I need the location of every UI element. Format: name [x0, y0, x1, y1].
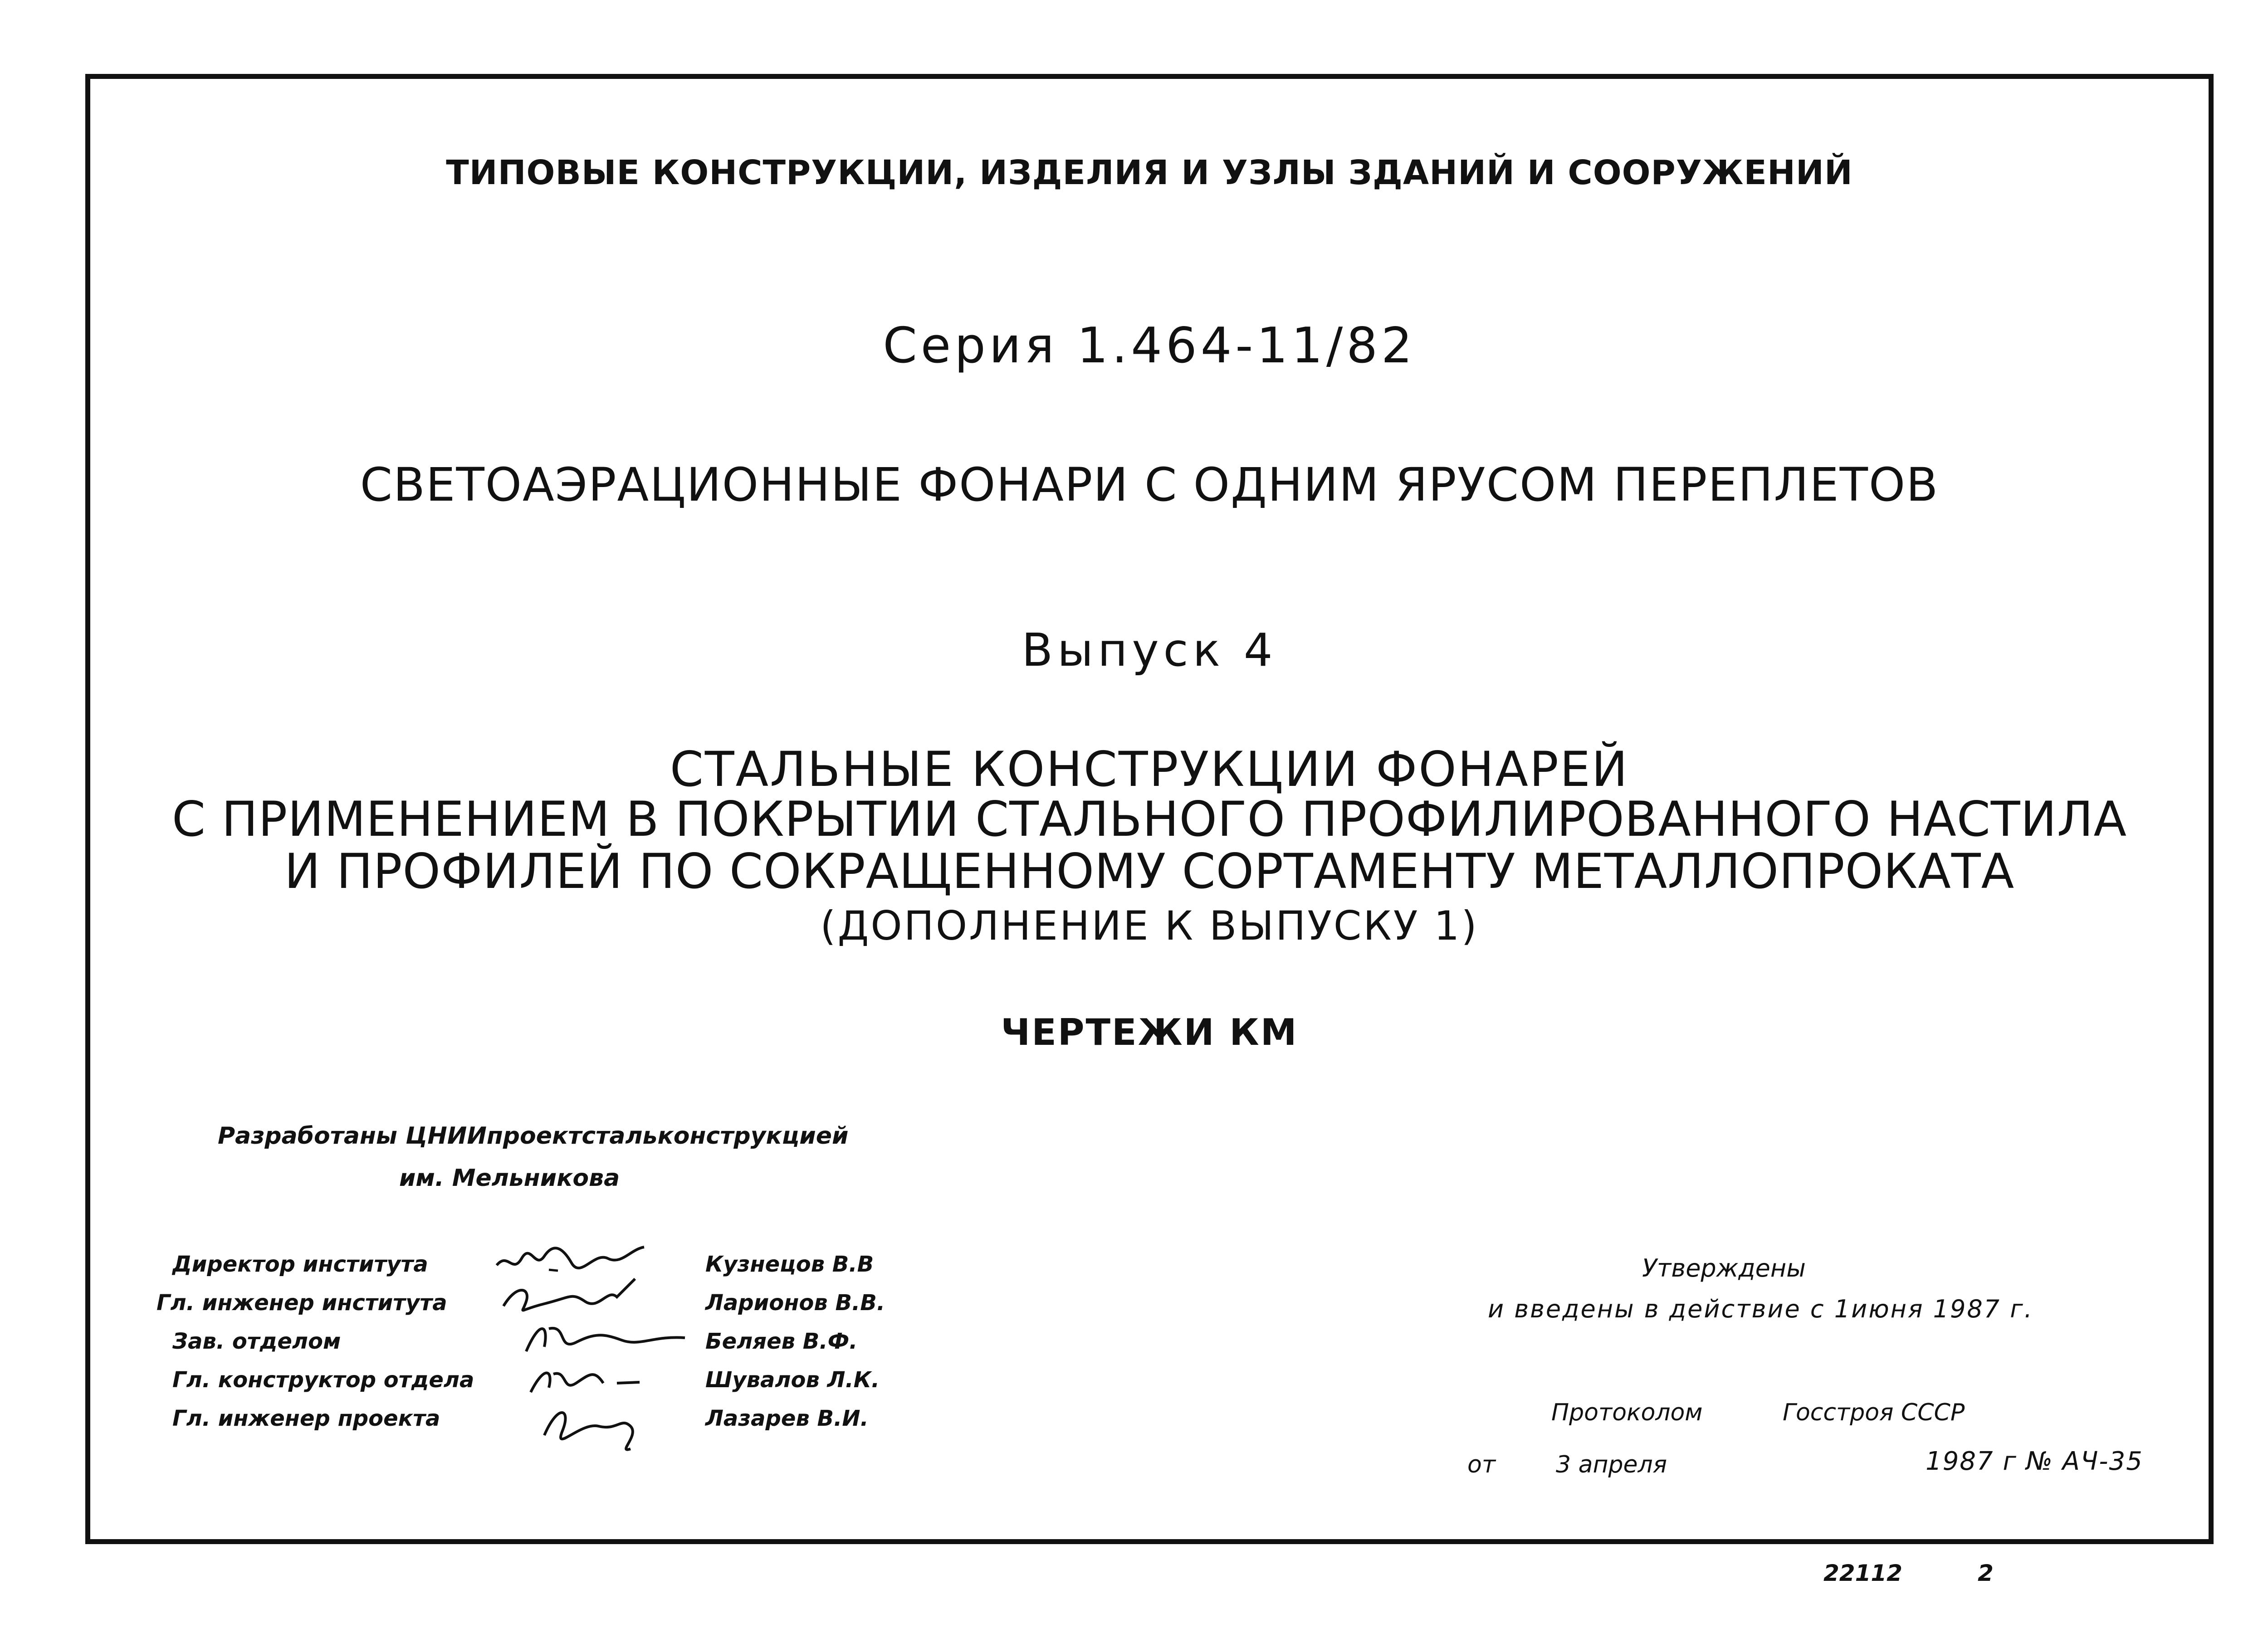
- staff-position: Зав. отделом: [172, 1329, 341, 1354]
- staff-name: Лазарев В.И.: [705, 1406, 869, 1431]
- subject-line-4: (ДОПОЛНЕНИЕ К ВЫПУСКУ 1): [820, 902, 1479, 949]
- subject-line-1: СТАЛЬНЫЕ КОНСТРУКЦИИ ФОНАРЕЙ: [670, 741, 1629, 797]
- collection-title: ТИПОВЫЕ КОНСТРУКЦИИ, ИЗДЕЛИЯ И УЗЛЫ ЗДАНИЙ И СООРУЖЕНИЙ: [446, 153, 1853, 192]
- signature: [517, 1315, 689, 1360]
- staff-position: Директор института: [172, 1252, 428, 1277]
- staff-name: Шувалов Л.К.: [705, 1367, 880, 1393]
- page-number: 2: [1978, 1560, 1994, 1586]
- drawings-label: ЧЕРТЕЖИ КМ: [1001, 1011, 1298, 1053]
- subject-line-3: И ПРОФИЛЕЙ ПО СОКРАЩЕННОМУ СОРТАМЕНТУ МЕТАЛЛОПРОКАТА: [284, 843, 2015, 899]
- staff-name: Беляев В.Ф.: [705, 1329, 858, 1354]
- developer-line-1: Разработаны ЦНИИпроектстальконструкцией: [218, 1122, 849, 1150]
- series-number: Серия 1.464-11/82: [883, 317, 1416, 374]
- signature: [499, 1274, 644, 1320]
- staff-name: Ларионов В.В.: [705, 1290, 885, 1316]
- staff-position: Гл. конструктор отдела: [172, 1367, 474, 1393]
- approval-authority: Госстроя СССР: [1783, 1399, 1965, 1426]
- issue-number: Выпуск 4: [1022, 624, 1277, 677]
- staff-position: Гл. инженер института: [156, 1290, 447, 1316]
- staff-name: Кузнецов В.В: [705, 1252, 874, 1277]
- sheet-code: 22112: [1823, 1560, 1902, 1586]
- staff-position: Гл. инженер проекта: [172, 1406, 440, 1431]
- main-title: СВЕТОАЭРАЦИОННЫЕ ФОНАРИ С ОДНИМ ЯРУСОМ ПЕРЕПЛЕТОВ: [360, 458, 1939, 512]
- subject-line-2: С ПРИМЕНЕНИЕМ В ПОКРЫТИИ СТАЛЬНОГО ПРОФИЛИРОВАННОГО НАСТИЛА: [171, 791, 2127, 847]
- approval-line-1: Утверждены: [1642, 1254, 1806, 1282]
- developer-line-2: им. Мельникова: [399, 1165, 620, 1192]
- protocol-label: Протоколом: [1551, 1399, 1703, 1426]
- approval-from: от: [1467, 1451, 1496, 1478]
- approval-date: 3 апреля: [1556, 1451, 1667, 1478]
- approval-line-2: и введены в действие с 1июня 1987 г.: [1488, 1295, 2033, 1323]
- signature: [535, 1394, 662, 1458]
- approval-year-number: 1987 г № АЧ-35: [1926, 1447, 2143, 1476]
